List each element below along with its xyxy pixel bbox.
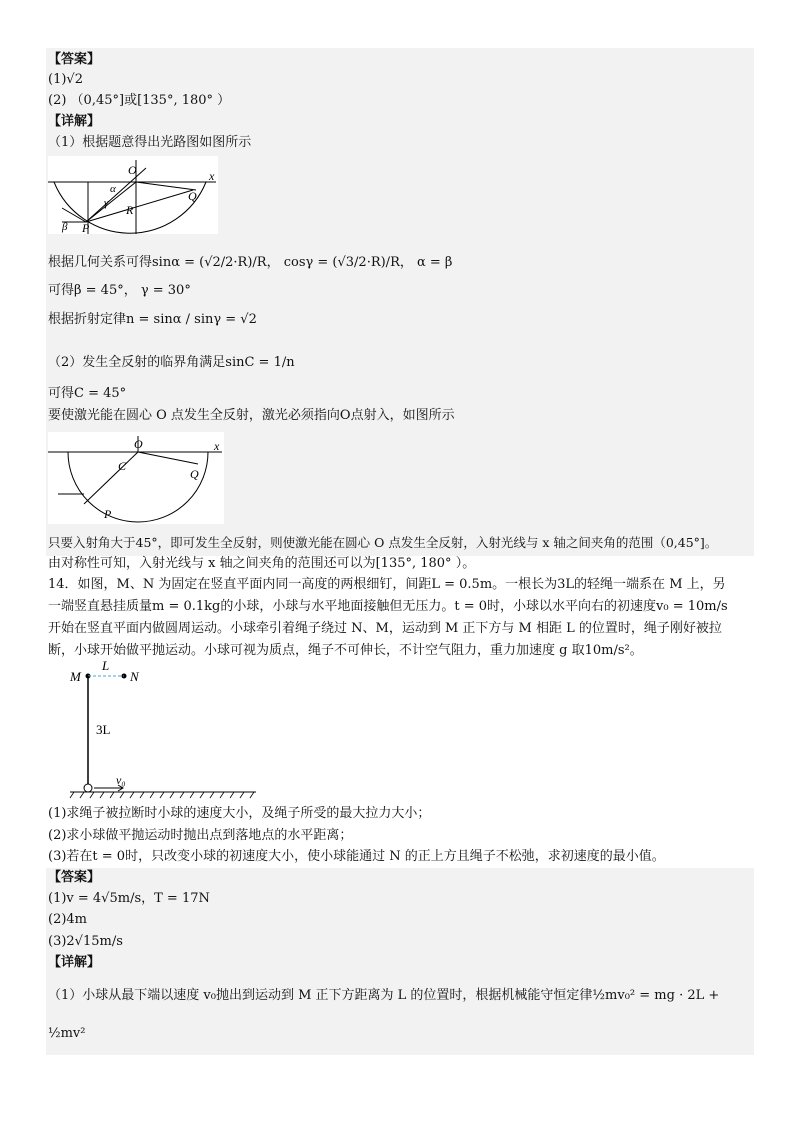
answer2-1: (1)v = 4√5m/s，T = 17N [48, 891, 210, 906]
fig2-label-q: Q [190, 467, 199, 481]
fig1-label-alpha: α [110, 183, 116, 195]
critical-angle: 可得C = 45° [48, 386, 127, 401]
fig1-label-beta: β [62, 221, 68, 233]
q14-line-1: 14．如图，M、N 为固定在竖直平面内同一高度的两根细钉，间距L = 0.5m。一根长为3L的轻绳一端系在 M 上，另 [48, 577, 726, 592]
fig3-label-l: L [102, 658, 110, 673]
detail-heading: 【详解】 [48, 114, 101, 129]
fig1-label-x: x [209, 169, 215, 183]
fig3-label-v0: v₀ [116, 773, 126, 787]
refraction-law: 根据折射定律n = sinα / sinγ = √2 [48, 312, 257, 327]
q14-line-4: 断，小球开始做平抛运动。小球可视为质点，绳子不可伸长，不计空气阻力，重力加速度 g 取10m/s²。 [48, 643, 643, 658]
optics-figure-1 [48, 156, 218, 234]
angle-result: 可得β = 45°， γ = 30° [48, 283, 191, 298]
fig3-label-n: N [130, 669, 139, 684]
q14-sub-2: (2)求小球做平抛运动时抛出点到落地点的水平距离； [48, 828, 353, 843]
detail2-step1-a: （1）小球从最下端以速度 v₀抛出到运动到 M 正下方距离为 L 的位置时，根据机械能守恒定律½mv₀² = mg · 2L + [48, 988, 720, 1003]
geometry-relation: 根据几何关系可得sinα = (√2/2·R)/R， cosγ = (√3/2·R)/R， α = β [48, 255, 453, 270]
fig1-label-p: P [82, 221, 90, 234]
fig1-label-gamma: γ [104, 197, 109, 209]
answer2-3: (3)2√15m/s [48, 934, 123, 949]
optics-figure-2 [48, 432, 224, 524]
conclusion-line-1: 只要入射角大于45°，即可发生全反射，则使激光能在圆心 O 点发生全反射，入射光线与 x 轴之间夹角的范围（0,45°]。 [48, 535, 718, 550]
step2-intro: （2）发生全反射的临界角满足sinC = 1/n [48, 355, 295, 370]
conclusion-line-2: 由对称性可知，入射光线与 x 轴之间夹角的范围还可以为[135°, 180° ）。 [48, 556, 476, 571]
answer-2: (2) （0,45°]或[135°, 180° ） [48, 93, 231, 108]
pendulum-figure [60, 656, 260, 800]
fig2-label-o: O [134, 437, 143, 451]
fig2-label-c: C [118, 459, 127, 473]
fig2-label-p: P [104, 507, 112, 521]
fig1-label-r: R [126, 203, 134, 217]
answer-heading: 【答案】 [48, 52, 101, 67]
fig1-label-q: Q [188, 189, 197, 203]
q14-line-3: 开始在竖直平面内做圆周运动。小球牵引着绳子绕过 N、M，运动到 M 正下方与 M 相距 L 的位置时，绳子刚好被拉 [48, 621, 722, 636]
answer-heading-2: 【答案】 [48, 870, 101, 885]
detail-heading-2: 【详解】 [48, 955, 101, 970]
fig3-label-m: M [70, 669, 81, 684]
q14-line-2: 一端竖直悬挂质量m = 0.1kg的小球，小球与水平地面接触但无压力。t = 0时，小球以水平向右的初速度v₀ = 10m/s [48, 599, 728, 614]
fig2-label-x: x [214, 439, 220, 453]
q14-sub-3: (3)若在t = 0时，只改变小球的初速度大小，使小球能通过 N 的正上方且绳子不松弛，求初速度的最小值。 [48, 849, 665, 864]
detail2-step1-b: ½mv² [48, 1026, 86, 1041]
step1-intro: （1）根据题意得出光路图如图所示 [48, 135, 252, 150]
answer2-2: (2)4m [48, 912, 88, 927]
answer-1: (1)√2 [48, 72, 83, 87]
fig1-label-o: O [128, 163, 137, 177]
condition-text: 要使激光能在圆心 O 点发生全反射，激光必须指向O点射入，如图所示 [48, 408, 455, 423]
q14-sub-1: (1)求绳子被拉断时小球的速度大小，及绳子所受的最大拉力大小； [48, 806, 431, 821]
fig3-label-3l: 3L [96, 722, 111, 737]
